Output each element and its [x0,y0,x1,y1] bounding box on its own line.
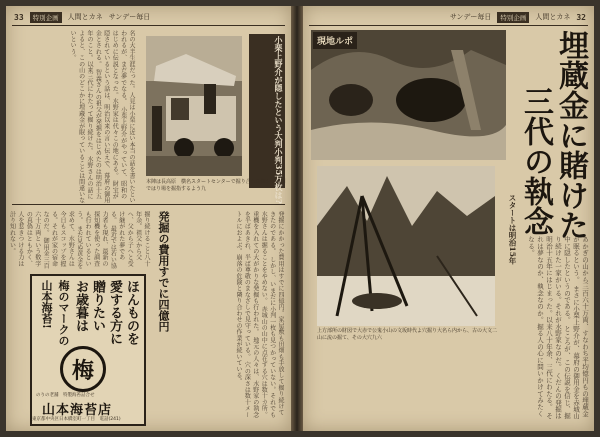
ad-copy-3: 贈りたい [90,280,105,332]
tripod-illustration [317,166,495,326]
ad-copy-4: お歳暮は [73,280,88,332]
ad-small-bottom: 東京都中央区日本橋室町一丁目 電話(241) [32,417,121,422]
ad-brand: 山本海苔店 [42,403,113,418]
header-rule [12,25,285,26]
page-number: 33 [14,12,24,22]
text-column: 名の大半生涯だった。人見は小栗に近い本当の話を書いたといわれるが、まだ夢でなる。 [119,30,135,204]
ad-small-top: のりの老舗 特製海苔詰合せ [36,393,95,398]
lead-column: まさに小栗上野介が、幕府の御用金を赤城山中に隠したというのである。 [563,236,580,420]
ad-copy-5: 梅のマークの [57,280,70,346]
text-column: 最近では若い協力者も現れ、最新の探知機を使った調査も行われているという。 [75,211,117,269]
text-column: 掘り続けること八十年余。祖父から父へ、父から子へと受け継がれた夢である。 [109,211,150,267]
magazine-name: サンデー毎日 [108,13,151,21]
article-title-main: 埋蔵金に賭けた [553,30,588,240]
left-page-header [14,10,150,24]
subtitle: スタートは明治15年 [508,194,517,265]
lead-column: ところが、この伝説を信じ、掘り続けた一家がいる。それが水野家なのだ。 [554,236,571,420]
lead-column: くだんの発掘は明治十五年にはじまった。以来八十年余、三代にわたる。 [545,236,562,420]
series-label: 特別企画 [30,12,62,23]
text-column: 赤城山の山中に点在する穴は数十カ所。重機を入れての大がかりな発掘も行われた。 [251,211,268,418]
text-column: 小栗上野介がやっていて、昭和のはじめに伝説となった。水野家は代々この地にある。 [111,30,127,200]
photo-vertical-caption: 小栗上野介が隠したという大判小判35万枚は? [249,34,285,188]
lead-column: あかぎの山から三百六十万両、すなわち平均億円もの埋蔵金が眠るという。 [572,236,589,417]
excavation-illustration [311,30,506,160]
text-column: まだ見ぬ黄金を求めて、水野さんは今日もスコップを握る。それが家の宿命なのだ。 [42,211,83,269]
text-column: 発掘にかかった費用はすでに四億円。家屋敷も田畑も手放して掘り続けてきたのである。 [268,211,284,416]
photo-caption: 上方部所の財図で大赤で公鬼小山の文坂時代よ穴掘り大名ら内から、古の大文二山に流の掘て、その大穴九六 [317,328,498,341]
tripod-photo [317,166,495,326]
right-page-header [450,10,586,24]
report-badge: 現地ルポ [313,32,357,49]
ad-copy-2: 愛する方に [107,280,122,345]
article-title-second [518,86,552,236]
lead-column: それは夢なのか、執念なのか。掘る人の心に問いかけてみたくなる。 [527,236,553,420]
section-heading: 発掘の費用すでに四億円 [157,211,170,332]
book-gutter [291,6,303,431]
photo-caption: 本陣は長高原 横名スタートセンターで掘り合わ坂鋼ショベ側ではり場を掘指するよう九 [146,179,286,192]
lead-text-block [515,236,589,421]
upper-text-block [10,30,135,205]
text-column: 智義さんの祖父が発掘をはじめたのは明治十五年のこと。以来三代にわたって掘り続けた。 [85,30,102,200]
text-column: 御用金三百六十万両という数字の真偽はともかく、人を惹きつける力は計り知れない。 [8,211,50,269]
middle-text-block [176,211,284,421]
section-rule [12,204,285,205]
text-column: 地元の人々は、水野家の執念を半ばあきれ、半ば尊敬のまなざしで見守っている。 [243,211,259,418]
text-column: 穴の深さは数十メートルにおよぶ。崩落の危険と隣り合わせの作業が続いている。 [234,211,251,418]
magazine-name: サンデー毎日 [449,13,492,21]
text-column: 水野さんの話によると、この山のどこかに埋蔵金が眠っていることは間違いないという。 [69,30,93,204]
ume-mark-icon: 梅 [60,346,106,392]
header-title: 人間とカネ [535,13,571,21]
right-page [303,6,594,431]
left-page [6,6,291,431]
title-part-2: 三代 [518,86,553,146]
lower-text-block [10,211,150,271]
series-label: 特別企画 [497,12,529,23]
ad-copy-6: 山本海苔! [40,280,53,329]
ad-copy-1: ほんものを [124,280,139,345]
excavation-photo [311,30,506,160]
text-column: 財宝が隠されているという話は、明治以来の言い伝えで、幕府の御用金とされる。 [94,30,119,204]
truck-photo-illustration [146,36,242,176]
text-column: しかし、いまだに小判一枚も見つかっていない。それでも水野さんは掘ることをやめない。 [260,211,276,418]
truck-photo [146,36,242,176]
title-part-3: の執念 [518,146,553,236]
header-rule [309,25,588,26]
header-title: 人間とカネ [67,13,103,21]
page-number: 32 [576,12,586,22]
